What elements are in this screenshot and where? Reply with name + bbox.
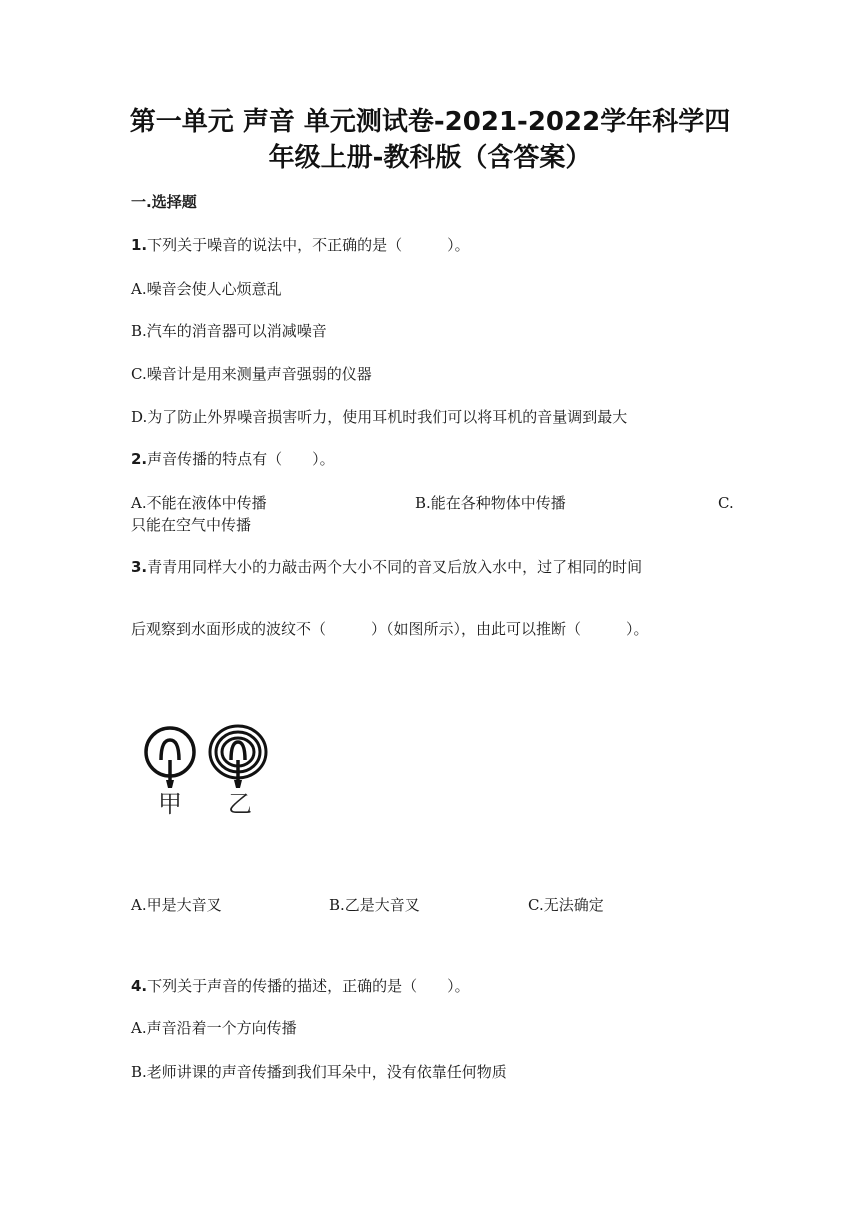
question-1-option-d: D.为了防止外界噪音损害听力，使用耳机时我们可以将耳机的音量调到最大 (131, 408, 628, 426)
section-heading: 一.选择题 (131, 193, 197, 211)
tuning-fork-ripple-illustration (138, 722, 278, 792)
question-3-number: 3. (131, 558, 148, 576)
question-4-text: 下列关于声音的传播的描述，正确的是（ ）。 (147, 977, 470, 995)
question-3-option-b: B.乙是大音叉 (329, 896, 420, 914)
tuning-fork-figure (138, 722, 278, 822)
figure-label-yi: 乙 (228, 790, 252, 818)
question-1-option-a: A.噪音会使人心烦意乱 (131, 280, 282, 298)
question-2-stem (131, 448, 335, 470)
question-2-option-c-label: C. (718, 494, 734, 512)
question-1-text: 下列关于噪音的说法中，不正确的是（ ）。 (147, 236, 470, 254)
question-4-number: 4. (131, 977, 148, 995)
question-4-stem (131, 975, 470, 997)
question-3-text: 青青用同样大小的力敲击两个大小不同的音叉后放入水中，过了相同的时间 (147, 558, 643, 576)
question-2-option-a: A.不能在液体中传播 (131, 494, 267, 512)
question-3-stem (131, 556, 642, 578)
tuning-fork-small-ripple-icon (146, 728, 194, 788)
question-2-text: 声音传播的特点有（ ）。 (147, 450, 335, 468)
question-2-option-c-text: 只能在空气中传播 (131, 516, 252, 534)
question-1-number: 1. (131, 236, 148, 254)
question-4-option-a: A.声音沿着一个方向传播 (131, 1019, 297, 1037)
question-2-option-b: B.能在各种物体中传播 (415, 494, 566, 512)
question-1-option-b: B.汽车的消音器可以消减噪音 (131, 322, 327, 340)
page-title-line-2: 年级上册-教科版（含答案） (268, 143, 592, 173)
question-1-stem (131, 234, 470, 256)
question-4-option-b: B.老师讲课的声音传播到我们耳朵中，没有依靠任何物质 (131, 1063, 507, 1081)
tuning-fork-large-ripple-icon (210, 726, 266, 788)
question-3-stem-continued: 后观察到水面形成的波纹不（ ）（如图所示），由此可以推断（ ）。 (131, 620, 649, 638)
question-1-option-c: C.噪音计是用来测量声音强弱的仪器 (131, 365, 372, 383)
question-2-number: 2. (131, 450, 148, 468)
figure-label-jia: 甲 (158, 790, 182, 818)
question-3-option-a: A.甲是大音叉 (131, 896, 222, 914)
question-3-option-c: C.无法确定 (528, 896, 604, 914)
page-title-line-1: 第一单元 声音 单元测试卷-2021-2022学年科学四 (129, 107, 731, 137)
